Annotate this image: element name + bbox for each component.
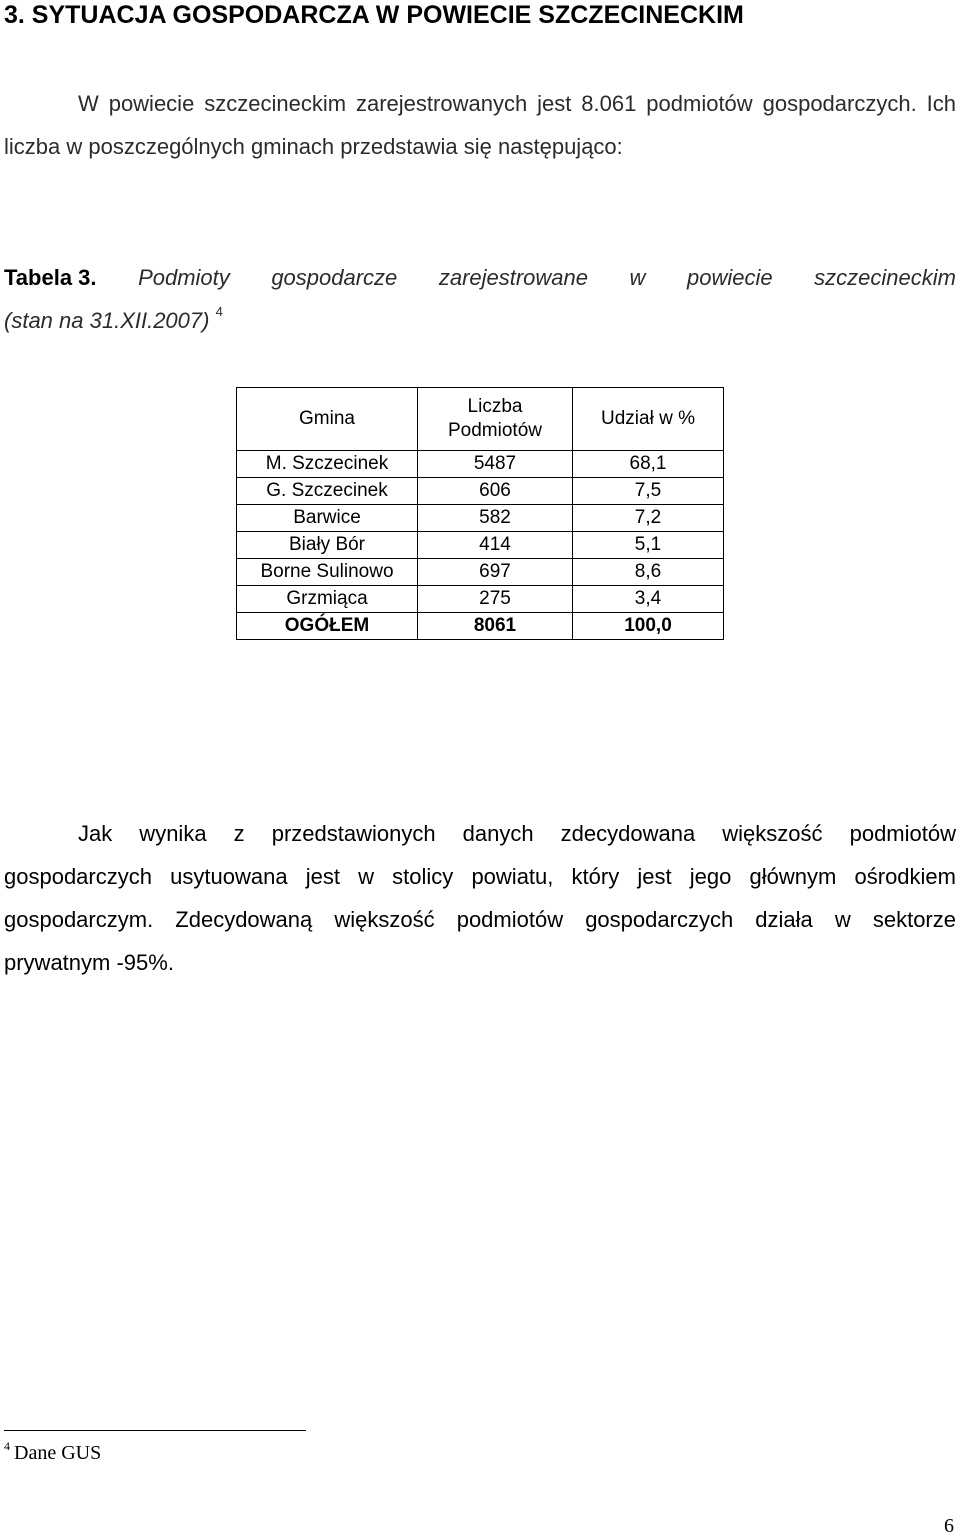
header-liczba bbox=[418, 388, 573, 451]
caption-word: gospodarcze bbox=[271, 265, 398, 290]
caption-line bbox=[4, 256, 956, 299]
table-caption bbox=[4, 256, 956, 342]
cell-udzial: 5,1 bbox=[573, 532, 724, 559]
total-udzial: 100,0 bbox=[573, 613, 724, 640]
cell-udzial: 68,1 bbox=[573, 451, 724, 478]
cell-udzial: 3,4 bbox=[573, 586, 724, 613]
cell-gmina: Barwice bbox=[237, 505, 418, 532]
caption-word: Podmioty bbox=[138, 265, 230, 290]
cell-gmina: Grzmiąca bbox=[237, 586, 418, 613]
footnote-divider bbox=[4, 1430, 306, 1431]
caption-date-line bbox=[4, 299, 956, 342]
cell-gmina: M. Szczecinek bbox=[237, 451, 418, 478]
header-gmina: Gmina bbox=[237, 388, 418, 451]
total-gmina: OGÓŁEM bbox=[237, 613, 418, 640]
cell-udzial: 8,6 bbox=[573, 559, 724, 586]
intro-paragraph bbox=[4, 82, 956, 168]
header-liczba-line2: Podmiotów bbox=[448, 420, 542, 441]
page-number: 6 bbox=[944, 1515, 954, 1537]
conclusion-text: Jak wynika z przedstawionych danych zdecydowana większość podmiotów gospodarczych usytuowana jest w stolicy powiatu, który jest jego głównym ośrodkiem gospodarczym. Zdecydowaną większość podmiotów gospodarczych działa w sektorze prywatnym -95%. bbox=[4, 821, 956, 975]
cell-udzial: 7,5 bbox=[573, 478, 724, 505]
total-liczba: 8061 bbox=[418, 613, 573, 640]
table-total-row bbox=[237, 613, 724, 640]
cell-udzial: 7,2 bbox=[573, 505, 724, 532]
footnote-text: Dane GUS bbox=[14, 1442, 102, 1464]
intro-text: W powiecie szczecineckim zarejestrowanych jest 8.061 podmiotów gospodarczych. Ich liczba w poszczególnych gminach przedstawia się następująco: bbox=[4, 91, 956, 159]
caption-word: w bbox=[629, 265, 646, 290]
caption-word: powiecie bbox=[686, 265, 773, 290]
table-row bbox=[237, 478, 724, 505]
cell-gmina: Biały Bór bbox=[237, 532, 418, 559]
footnote bbox=[4, 1440, 101, 1466]
footnote-ref: 4 bbox=[215, 304, 223, 319]
table-row bbox=[237, 532, 724, 559]
section-heading: 3. SYTUACJA GOSPODARCZA W POWIECIE SZCZECINECKIM bbox=[4, 1, 744, 29]
header-udzial: Udział w % bbox=[573, 388, 724, 451]
cell-liczba: 582 bbox=[418, 505, 573, 532]
cell-liczba: 5487 bbox=[418, 451, 573, 478]
cell-liczba: 414 bbox=[418, 532, 573, 559]
conclusion-paragraph bbox=[4, 812, 956, 984]
cell-liczba: 697 bbox=[418, 559, 573, 586]
caption-date: (stan na 31.XII.2007) bbox=[4, 308, 210, 333]
table-row bbox=[237, 559, 724, 586]
table-row bbox=[237, 586, 724, 613]
cell-gmina: Borne Sulinowo bbox=[237, 559, 418, 586]
cell-liczba: 275 bbox=[418, 586, 573, 613]
caption-word: zarejestrowane bbox=[438, 265, 589, 290]
caption-word: szczecineckim bbox=[814, 265, 956, 290]
entities-table bbox=[236, 387, 724, 640]
footnote-number: 4 bbox=[4, 1439, 10, 1453]
cell-liczba: 606 bbox=[418, 478, 573, 505]
table-header-row bbox=[237, 388, 724, 451]
table-row bbox=[237, 451, 724, 478]
table-label: Tabela 3. bbox=[4, 265, 97, 290]
cell-gmina: G. Szczecinek bbox=[237, 478, 418, 505]
table-row bbox=[237, 505, 724, 532]
header-liczba-line1: Liczba bbox=[467, 396, 523, 417]
